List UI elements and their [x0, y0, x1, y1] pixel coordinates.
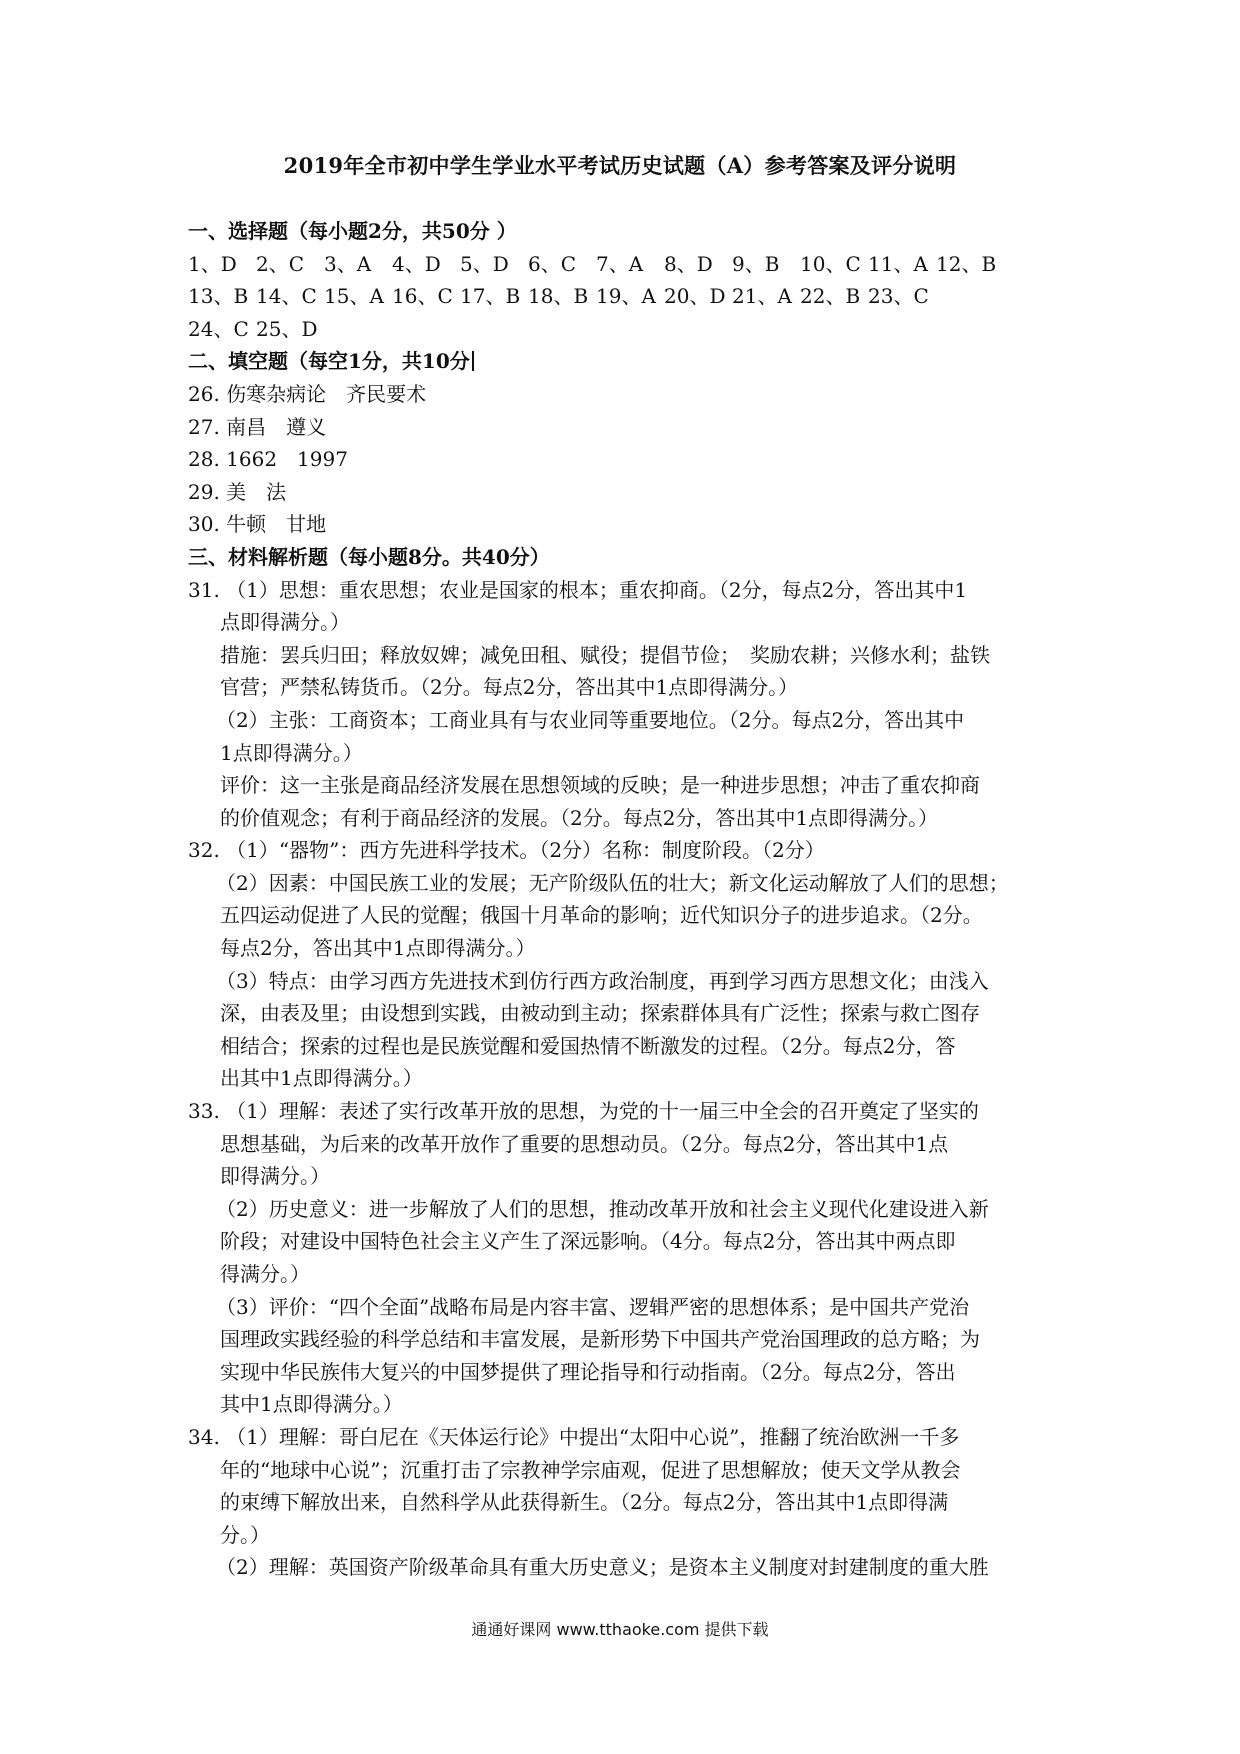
analysis-line: 的价值观念；有利于商品经济的发展。（2分。每点2分，答出其中1点即得满分。） — [220, 805, 939, 830]
analysis-line: 的束缚下解放出来，自然科学从此获得新生。（2分。每点2分，答出其中1点即得满 — [220, 1490, 949, 1515]
choice-answer: 7、A — [596, 251, 644, 276]
analysis-line: 每点2分，答出其中1点即得满分。） — [220, 936, 536, 961]
analysis-line: （2）因素：中国民族工业的发展；无产阶级队伍的壮大；新文化运动解放了人们的思想； — [216, 870, 1009, 895]
choice-row — [188, 248, 1068, 281]
fill-blank-answers — [188, 378, 1068, 541]
choice-answer: 18、B — [528, 284, 589, 309]
choice-answer: 21、A — [732, 284, 792, 309]
analysis-answers — [188, 574, 1068, 1584]
analysis-line: 五四运动促进了人民的觉醒；俄国十月革命的影响；近代知识分子的进步追求。（2分。 — [220, 903, 983, 928]
analysis-line: 官营；严禁私铸货币。（2分。每点2分，答出其中1点即得满分。） — [220, 675, 799, 700]
analysis-line: 评价：这一主张是商品经济发展在思想领域的反映；是一种进步思想；冲击了重农抑商 — [220, 773, 980, 798]
analysis-line: 其中1点即得满分。） — [220, 1392, 403, 1417]
analysis-line: 31. （1）思想：重农思想；农业是国家的根本；重农抑商。（2分，每点2分，答出其中1 — [188, 577, 968, 602]
analysis-line: 阶段；对建设中国特色社会主义产生了深远影响。（4分。每点2分，答出其中两点即 — [220, 1229, 956, 1254]
document-title: 2019年全市初中学生学业水平考试历史试题（A）参考答案及评分说明 — [283, 153, 957, 178]
analysis-line: 34. （1）理解：哥白尼在《天体运行论》中提出“太阳中心说”，推翻了统治欧洲一千多 — [188, 1424, 960, 1449]
choice-answer: 8、D — [664, 251, 713, 276]
analysis-line: 点即得满分。） — [220, 610, 350, 635]
analysis-line: （3）评价：“四个全面”战略布局是内容丰富、逻辑严密的思想体系；是中国共产党治 — [216, 1294, 970, 1319]
choice-answer: 15、A — [324, 284, 384, 309]
analysis-line: 分。） — [220, 1522, 270, 1547]
section2-heading: 二、填空题（每空1分，共10分 — [188, 345, 1068, 378]
fill-answer: 27. 南昌 遵义 — [188, 414, 327, 439]
analysis-line: 国理政实践经验的科学总结和丰富发展，是新形势下中国共产党治国理政的总方略；为 — [220, 1327, 980, 1352]
analysis-line: （2）理解：英国资产阶级革命具有重大历史意义；是资本主义制度对封建制度的重大胜 — [216, 1555, 989, 1580]
choice-answer: 23、C — [868, 284, 929, 309]
analysis-line: 实现中华民族伟大复兴的中国梦提供了理论指导和行动指南。（2分。每点2分，答出 — [220, 1359, 956, 1384]
choice-answer: 25、D — [256, 316, 318, 341]
choice-answer: 20、D — [664, 284, 726, 309]
answer-content — [188, 215, 1068, 1584]
choice-answer: 22、B — [800, 284, 861, 309]
footer-credit: 通通好课网 www.tthaoke.com 提供下载 — [471, 1620, 769, 1639]
choice-answer: 3、A — [324, 251, 372, 276]
analysis-line: 措施：罢兵归田；释放奴婢；减免田租、赋役；提倡节俭； 奖励农耕；兴修水利；盐铁 — [220, 642, 990, 667]
analysis-line: 1点即得满分。） — [220, 740, 363, 765]
choice-row — [188, 313, 1068, 346]
choice-answer: 5、D — [460, 251, 509, 276]
choice-answer: 1、D — [188, 251, 237, 276]
choice-answer: 13、B — [188, 284, 249, 309]
choice-answer: 6、C — [528, 251, 577, 276]
analysis-line: 年的“地球中心说”；沉重打击了宗教神学宗庙观，促进了思想解放；使天文学从教会 — [220, 1457, 961, 1482]
fill-answer: 30. 牛顿 甘地 — [188, 512, 327, 537]
choice-answer: 19、A — [596, 284, 656, 309]
choice-answer: 2、C — [256, 251, 305, 276]
fill-answer: 28. 1662 1997 — [188, 447, 348, 472]
analysis-line: 得满分。） — [220, 1262, 310, 1286]
analysis-line: 出其中1点即得满分。） — [220, 1066, 423, 1091]
choice-answer: 17、B — [460, 284, 521, 309]
analysis-line: 思想基础，为后来的改革开放作了重要的思想动员。（2分。每点2分，答出其中1点 — [220, 1131, 949, 1156]
analysis-line: （3）特点：由学习西方先进技术到仿行西方政治制度，再到学习西方思想文化；由浅入 — [216, 968, 989, 993]
choice-answer: 4、D — [392, 251, 441, 276]
section3-heading: 三、材料解析题（每小题8分。共40分） — [188, 544, 550, 569]
analysis-line: 即得满分。） — [220, 1164, 330, 1189]
text-cursor-icon — [472, 351, 474, 371]
choice-answer: 12、B — [936, 251, 997, 276]
analysis-line: （2）主张：工商资本；工商业具有与农业同等重要地位。（2分。每点2分，答出其中 — [216, 707, 965, 732]
analysis-line: （2）历史意义：进一步解放了人们的思想，推动改革开放和社会主义现代化建设进入新 — [216, 1196, 989, 1221]
choice-row — [188, 280, 1068, 313]
choice-answer: 9、B — [732, 251, 780, 276]
choice-answer: 24、C — [188, 316, 249, 341]
choice-answer: 11、A — [868, 251, 928, 276]
choice-answer: 14、C — [256, 284, 317, 309]
choice-answers — [188, 248, 1068, 346]
analysis-line: 33. （1）理解：表述了实行改革开放的思想，为党的十一届三中全会的召开奠定了坚实的 — [188, 1099, 979, 1124]
analysis-line: 相结合；探索的过程也是民族觉醒和爱国热情不断激发的过程。（2分。每点2分，答 — [220, 1033, 956, 1058]
choice-answer: 16、C — [392, 284, 453, 309]
choice-answer: 10、C — [800, 251, 861, 276]
analysis-line: 32. （1）“器物”：西方先进科学技术。（2分）名称：制度阶段。（2分） — [188, 838, 825, 863]
fill-answer: 29. 美 法 — [188, 479, 287, 504]
analysis-line: 深，由表及里；由设想到实践，由被动到主动；探索群体具有广泛性；探索与救亡图存 — [220, 1001, 980, 1026]
fill-answer: 26. 伤寒杂病论 齐民要术 — [188, 381, 427, 406]
section1-heading: 一、选择题（每小题2分，共50分 ） — [188, 219, 517, 243]
